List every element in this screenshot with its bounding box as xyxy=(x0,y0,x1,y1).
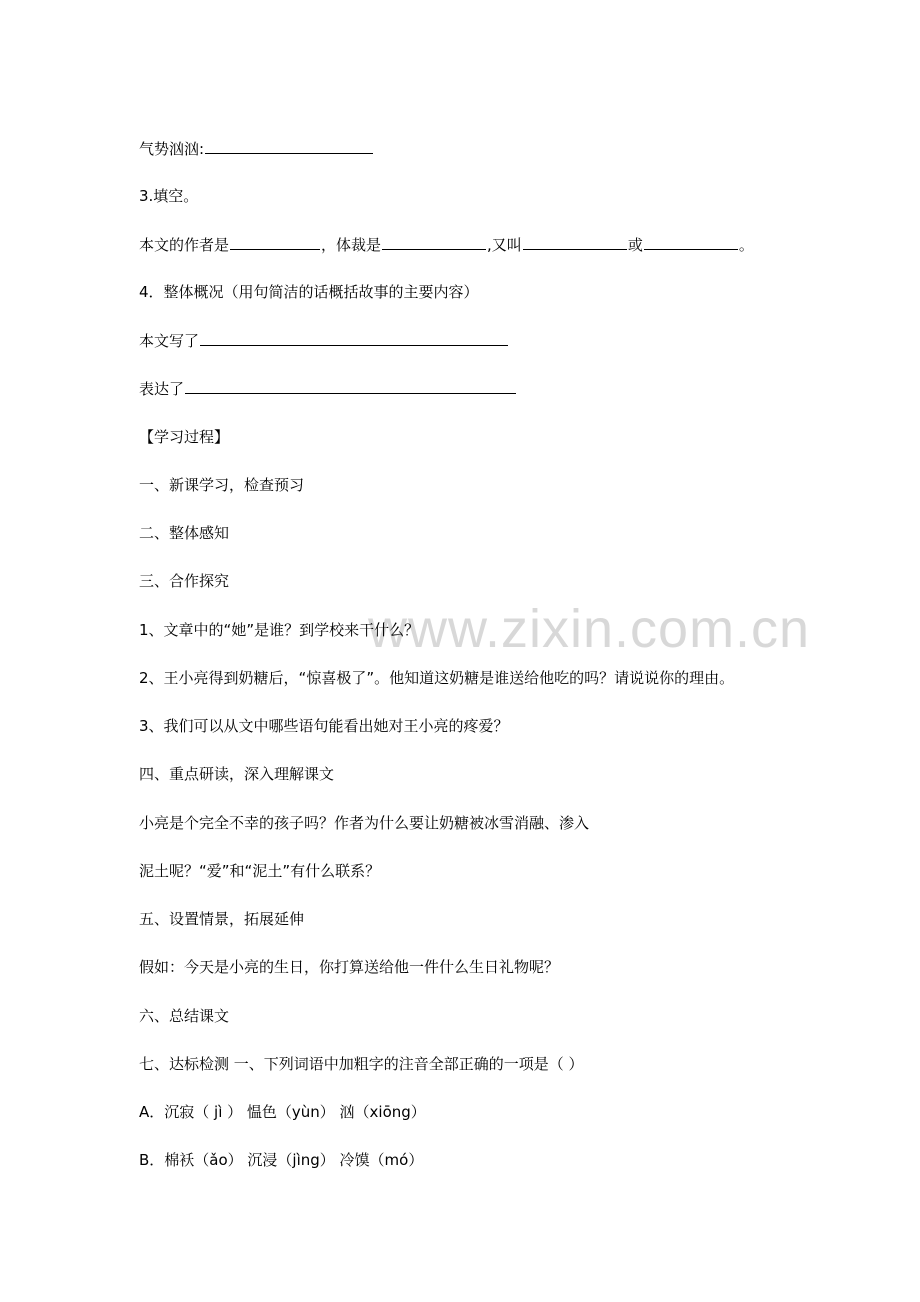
answer-blank xyxy=(230,234,320,250)
line-wrote xyxy=(139,330,509,351)
step-4: 四、重点研读，深入理解课文 xyxy=(139,765,335,783)
text-author: 本文的作者是 xyxy=(139,236,230,254)
line-expressed xyxy=(139,378,517,399)
step-6: 六、总结课文 xyxy=(139,1007,230,1025)
text-alias: ,又叫 xyxy=(487,236,522,254)
text-expressed: 表达了 xyxy=(139,380,185,398)
answer-blank xyxy=(382,234,486,250)
answer-blank xyxy=(185,378,516,394)
watermark: www.zixin.com.cn xyxy=(368,599,811,659)
line-author-genre xyxy=(139,234,754,255)
question-2: 2、王小亮得到奶糖后，“惊喜极了”。他知道这奶糖是谁送给他吃的吗？请说说你的理由。 xyxy=(139,669,735,687)
answer-blank xyxy=(523,234,627,250)
question-3: 3、我们可以从文中哪些语句能看出她对王小亮的疼爱？ xyxy=(139,717,509,735)
step-3: 三、合作探究 xyxy=(139,572,230,590)
text-or: 或 xyxy=(627,236,643,254)
answer-blank xyxy=(200,330,508,346)
text-period: 。 xyxy=(738,236,754,254)
paragraph-line-1: 小亮是个完全不幸的孩子吗？作者为什么要让奶糖被冰雪消融、渗入 xyxy=(139,814,590,832)
line-momentum xyxy=(139,138,374,159)
step-7-test: 七、达标检测 一、下列词语中加粗字的注音全部正确的一项是（ ） xyxy=(139,1055,584,1073)
line-fill-blank-title: 3.填空。 xyxy=(139,187,199,205)
answer-blank xyxy=(644,234,738,250)
step-2: 二、整体感知 xyxy=(139,524,230,542)
question-1: 1、文章中的“她”是谁？到学校来干什么？ xyxy=(139,621,420,639)
option-b: B．棉袄（ǎo） 沉浸（jìng） 冷馍（mó） xyxy=(139,1151,424,1169)
scenario-question: 假如：今天是小亮的生日，你打算送给他一件什么生日礼物呢？ xyxy=(139,958,560,976)
line-overview: 4．整体概况（用句简洁的话概括故事的主要内容） xyxy=(139,283,479,301)
line-momentum-label: 气势汹汹: xyxy=(139,140,205,158)
option-a: A．沉寂（ jì ） 愠色（yùn） 汹（xiōng） xyxy=(139,1103,426,1121)
paragraph-line-2: 泥土呢？“爱”和“泥土”有什么联系？ xyxy=(139,862,381,880)
step-5: 五、设置情景，拓展延伸 xyxy=(139,910,305,928)
text-genre: ，体裁是 xyxy=(321,236,382,254)
answer-blank xyxy=(205,138,373,154)
step-1: 一、新课学习，检查预习 xyxy=(139,476,305,494)
section-learning-process: 【学习过程】 xyxy=(139,428,230,446)
text-wrote: 本文写了 xyxy=(139,332,200,350)
